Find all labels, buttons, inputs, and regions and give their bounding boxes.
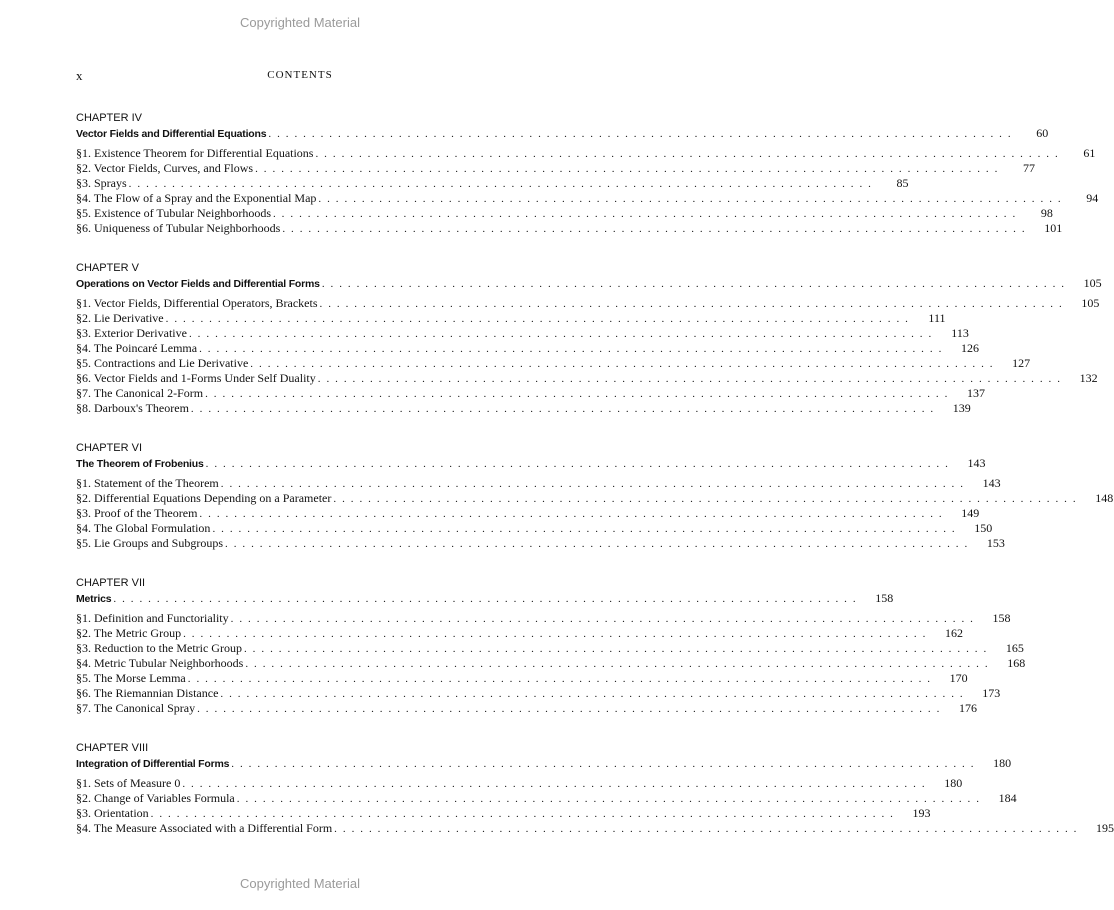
dot-leader: . . . . . . . . . . . . . . . . . . . . . . . . . . . . . . . . . . . . . . . . . . . . . . . . . . . . . . . . . . . . . . . . . . . . . . . . . . . . . . . . . . . . . .	[321, 278, 1066, 290]
section-entry	[76, 821, 1114, 836]
dot-leader: . . . . . . . . . . . . . . . . . . . . . . . . . . . . . . . . . . . . . . . . . . . . . . . . . . . . . . . . . . . . . . . . . . . . . . . . . . . . . . . . . . . . . .	[113, 593, 858, 605]
page-title: CONTENTS	[267, 69, 333, 81]
section-entry-text: §4. The Flow of a Spray and the Exponential Map	[76, 191, 317, 205]
section-entry-page: 193	[912, 806, 931, 820]
dot-leader: . . . . . . . . . . . . . . . . . . . . . . . . . . . . . . . . . . . . . . . . . . . . . . . . . . . . . . . . . . . . . . . . . . . . . . . . . . . . . . . . . . . . . .	[220, 688, 965, 700]
section-entry-page: 184	[998, 791, 1017, 805]
section-entry-text: §3. Orientation	[76, 806, 149, 820]
running-head	[76, 68, 524, 84]
chapter-label: CHAPTER IV	[76, 112, 143, 124]
chapter-title-text: The Theorem of Frobenius	[76, 458, 204, 470]
dot-leader: . . . . . . . . . . . . . . . . . . . . . . . . . . . . . . . . . . . . . . . . . . . . . . . . . . . . . . . . . . . . . . . . . . . . . . . . . . . . . . . . . . . . . .	[150, 808, 895, 820]
dot-leader: . . . . . . . . . . . . . . . . . . . . . . . . . . . . . . . . . . . . . . . . . . . . . . . . . . . . . . . . . . . . . . . . . . . . . . . . . . . . . . . . . . . . . .	[199, 508, 944, 520]
section-entry-page: 61	[1083, 146, 1096, 160]
chapter-title	[76, 276, 1102, 291]
dot-leader: . . . . . . . . . . . . . . . . . . . . . . . . . . . . . . . . . . . . . . . . . . . . . . . . . . . . . . . . . . . . . . . . . . . . . . . . . . . . . . . . . . . . . .	[225, 538, 969, 550]
section-entry	[76, 611, 1011, 626]
dot-leader: . . . . . . . . . . . . . . . . . . . . . . . . . . . . . . . . . . . . . . . . . . . . . . . . . . . . . . . . . . . . . . . . . . . . . . . . . . . . . . . . . . . . . .	[315, 148, 1060, 160]
section-entry-page: 176	[958, 701, 977, 715]
watermark-bottom: Copyrighted Material	[240, 876, 360, 891]
section-entry	[76, 686, 1001, 701]
section-entry-page: 165	[1005, 641, 1024, 655]
section-entry	[76, 521, 993, 536]
section-entry-page: 85	[896, 176, 909, 190]
section-entry	[76, 401, 971, 416]
chapter-title-page: 105	[1083, 276, 1102, 290]
section-entry-text: §2. Lie Derivative	[76, 311, 164, 325]
section-entry	[76, 491, 1114, 506]
section-entry-text: §5. The Morse Lemma	[76, 671, 186, 685]
section-entry-text: §2. Change of Variables Formula	[76, 791, 235, 805]
dot-leader: . . . . . . . . . . . . . . . . . . . . . . . . . . . . . . . . . . . . . . . . . . . . . . . . . . . . . . . . . . . . . . . . . . . . . . . . . . . . . . . . . . . . . .	[205, 458, 950, 470]
chapter-label: CHAPTER VI	[76, 442, 143, 454]
dot-leader: . . . . . . . . . . . . . . . . . . . . . . . . . . . . . . . . . . . . . . . . . . . . . . . . . . . . . . . . . . . . . . . . . . . . . . . . . . . . . . . . . . . . . .	[250, 358, 995, 370]
section-entry	[76, 221, 1063, 236]
chapter-block	[76, 740, 1114, 836]
dot-leader: . . . . . . . . . . . . . . . . . . . . . . . . . . . . . . . . . . . . . . . . . . . . . . . . . . . . . . . . . . . . . . . . . . . . . . . . . . . . . . . . . . . . . .	[243, 643, 988, 655]
section-entry	[76, 206, 1053, 221]
section-entry-text: §4. Metric Tubular Neighborhoods	[76, 656, 244, 670]
dot-leader: . . . . . . . . . . . . . . . . . . . . . . . . . . . . . . . . . . . . . . . . . . . . . . . . . . . . . . . . . . . . . . . . . . . . . . . . . . . . . . . . . . . . . .	[182, 778, 927, 790]
chapter-block	[76, 440, 1114, 551]
section-entry-text: §3. Reduction to the Metric Group	[76, 641, 242, 655]
dot-leader: . . . . . . . . . . . . . . . . . . . . . . . . . . . . . . . . . . . . . . . . . . . . . . . . . . . . . . . . . . . . . . . . . . . . . . . . . . . . . . . . . . . . . .	[333, 493, 1078, 505]
dot-leader: . . . . . . . . . . . . . . . . . . . . . . . . . . . . . . . . . . . . . . . . . . . . . . . . . . . . . . . . . . . . . . . . . . . . . . . . . . . . . . . . . . . . . .	[183, 628, 927, 640]
chapter-title	[76, 456, 986, 471]
chapter-title	[76, 756, 1012, 771]
section-entry-page: 77	[1022, 161, 1035, 175]
section-entry-text: §6. Vector Fields and 1-Forms Under Self Duality	[76, 371, 316, 385]
section-entry-text: §7. The Canonical 2-Form	[76, 386, 204, 400]
section-entry	[76, 341, 979, 356]
section-entry-page: 149	[961, 506, 980, 520]
chapter-label: CHAPTER V	[76, 262, 139, 274]
section-entry-text: §7. The Canonical Spray	[76, 701, 196, 715]
dot-leader: . . . . . . . . . . . . . . . . . . . . . . . . . . . . . . . . . . . . . . . . . . . . . . . . . . . . . . . . . . . . . . . . . . . . . . . . . . . . . . . . . . . . . .	[231, 758, 976, 770]
dot-leader: . . . . . . . . . . . . . . . . . . . . . . . . . . . . . . . . . . . . . . . . . . . . . . . . . . . . . . . . . . . . . . . . . . . . . . . . . . . . . . . . . . . . . .	[187, 673, 932, 685]
chapter-title-page: 60	[1036, 126, 1049, 140]
dot-leader: . . . . . . . . . . . . . . . . . . . . . . . . . . . . . . . . . . . . . . . . . . . . . . . . . . . . . . . . . . . . . . . . . . . . . . . . . . . . . . . . . . . . . .	[165, 313, 910, 325]
section-entry-page: 158	[992, 611, 1011, 625]
chapter-block	[76, 110, 1099, 236]
dot-leader: . . . . . . . . . . . . . . . . . . . . . . . . . . . . . . . . . . . . . . . . . . . . . . . . . . . . . . . . . . . . . . . . . . . . . . . . . . . . . . . . . . . . . .	[236, 793, 981, 805]
section-entry-text: §2. The Metric Group	[76, 626, 182, 640]
section-entry-text: §5. Contractions and Lie Derivative	[76, 356, 249, 370]
section-entry	[76, 176, 909, 191]
chapter-title-page: 158	[875, 591, 894, 605]
section-entry	[76, 161, 1035, 176]
section-entry-text: §4. The Global Formulation	[76, 521, 211, 535]
dot-leader: . . . . . . . . . . . . . . . . . . . . . . . . . . . . . . . . . . . . . . . . . . . . . . . . . . . . . . . . . . . . . . . . . . . . . . . . . . . . . . . . . . . . . .	[205, 388, 949, 400]
section-entry-text: §2. Vector Fields, Curves, and Flows	[76, 161, 254, 175]
section-entry-text: §3. Proof of the Theorem	[76, 506, 198, 520]
watermark-top: Copyrighted Material	[240, 15, 360, 30]
section-entry	[76, 776, 963, 791]
section-entry-text: §6. The Riemannian Distance	[76, 686, 219, 700]
section-entry-page: 126	[960, 341, 979, 355]
section-entry-page: 137	[966, 386, 985, 400]
dot-leader: . . . . . . . . . . . . . . . . . . . . . . . . . . . . . . . . . . . . . . . . . . . . . . . . . . . . . . . . . . . . . . . . . . . . . . . . . . . . . . . . . . . . . .	[212, 523, 957, 535]
dot-leader: . . . . . . . . . . . . . . . . . . . . . . . . . . . . . . . . . . . . . . . . . . . . . . . . . . . . . . . . . . . . . . . . . . . . . . . . . . . . . . . . . . . . . .	[272, 208, 1017, 220]
dot-leader: . . . . . . . . . . . . . . . . . . . . . . . . . . . . . . . . . . . . . . . . . . . . . . . . . . . . . . . . . . . . . . . . . . . . . . . . . . . . . . . . . . . . . .	[319, 298, 1064, 310]
section-entry	[76, 311, 946, 326]
section-entry-text: §1. Sets of Measure 0	[76, 776, 181, 790]
dot-leader: . . . . . . . . . . . . . . . . . . . . . . . . . . . . . . . . . . . . . . . . . . . . . . . . . . . . . . . . . . . . . . . . . . . . . . . . . . . . . . . . . . . . . .	[318, 193, 1063, 205]
section-entry	[76, 371, 1098, 386]
section-entry	[76, 791, 1017, 806]
dot-leader: . . . . . . . . . . . . . . . . . . . . . . . . . . . . . . . . . . . . . . . . . . . . . . . . . . . . . . . . . . . . . . . . . . . . . . . . . . . . . . . . . . . . . .	[334, 823, 1079, 835]
dot-leader: . . . . . . . . . . . . . . . . . . . . . . . . . . . . . . . . . . . . . . . . . . . . . . . . . . . . . . . . . . . . . . . . . . . . . . . . . . . . . . . . . . . . . .	[190, 403, 935, 415]
section-entry-text: §1. Vector Fields, Differential Operators, Brackets	[76, 296, 318, 310]
section-entry	[76, 806, 931, 821]
chapter-title	[76, 591, 894, 606]
section-entry-text: §3. Exterior Derivative	[76, 326, 187, 340]
chapter-title-text: Metrics	[76, 593, 112, 605]
table-of-contents	[76, 110, 1114, 860]
chapter-title-page: 180	[993, 756, 1012, 770]
section-entry	[76, 671, 968, 686]
section-entry-page: 195	[1096, 821, 1114, 835]
section-entry	[76, 146, 1096, 161]
section-entry	[76, 476, 1001, 491]
section-entry	[76, 386, 985, 401]
section-entry	[76, 356, 1031, 371]
section-entry-text: §8. Darboux's Theorem	[76, 401, 189, 415]
chapter-title-text: Integration of Differential Forms	[76, 758, 230, 770]
section-entry	[76, 626, 963, 641]
dot-leader: . . . . . . . . . . . . . . . . . . . . . . . . . . . . . . . . . . . . . . . . . . . . . . . . . . . . . . . . . . . . . . . . . . . . . . . . . . . . . . . . . . . . . .	[220, 478, 965, 490]
chapter-title-text: Vector Fields and Differential Equations	[76, 128, 267, 140]
chapter-block	[76, 260, 1102, 416]
section-entry-text: §1. Existence Theorem for Differential Equations	[76, 146, 314, 160]
section-entry-text: §5. Existence of Tubular Neighborhoods	[76, 206, 271, 220]
section-entry-text: §3. Sprays	[76, 176, 127, 190]
section-entry-text: §4. The Measure Associated with a Differential Form	[76, 821, 333, 835]
chapter-label: CHAPTER VIII	[76, 742, 149, 754]
chapter-title-page: 143	[967, 456, 986, 470]
section-entry-page: 127	[1012, 356, 1031, 370]
section-entry-page: 170	[949, 671, 968, 685]
section-entry	[76, 536, 1005, 551]
section-entry-text: §2. Differential Equations Depending on a Parameter	[76, 491, 332, 505]
chapter-block	[76, 575, 1026, 716]
section-entry-text: §6. Uniqueness of Tubular Neighborhoods	[76, 221, 281, 235]
dot-leader: . . . . . . . . . . . . . . . . . . . . . . . . . . . . . . . . . . . . . . . . . . . . . . . . . . . . . . . . . . . . . . . . . . . . . . . . . . . . . . . . . . . . . .	[245, 658, 990, 670]
dot-leader: . . . . . . . . . . . . . . . . . . . . . . . . . . . . . . . . . . . . . . . . . . . . . . . . . . . . . . . . . . . . . . . . . . . . . . . . . . . . . . . . . . . . . .	[197, 703, 941, 715]
section-entry-page: 105	[1081, 296, 1100, 310]
dot-leader: . . . . . . . . . . . . . . . . . . . . . . . . . . . . . . . . . . . . . . . . . . . . . . . . . . . . . . . . . . . . . . . . . . . . . . . . . . . . . . . . . . . . . .	[317, 373, 1062, 385]
section-entry	[76, 701, 977, 716]
section-entry-page: 101	[1044, 221, 1063, 235]
page-number: x	[76, 68, 83, 83]
section-entry-page: 113	[951, 326, 969, 340]
section-entry	[76, 506, 980, 521]
dot-leader: . . . . . . . . . . . . . . . . . . . . . . . . . . . . . . . . . . . . . . . . . . . . . . . . . . . . . . . . . . . . . . . . . . . . . . . . . . . . . . . . . . . . . .	[268, 128, 1013, 140]
dot-leader: . . . . . . . . . . . . . . . . . . . . . . . . . . . . . . . . . . . . . . . . . . . . . . . . . . . . . . . . . . . . . . . . . . . . . . . . . . . . . . . . . . . . . .	[230, 613, 975, 625]
section-entry-page: 132	[1079, 371, 1098, 385]
chapter-title-text: Operations on Vector Fields and Differential Forms	[76, 278, 320, 290]
section-entry-page: 150	[974, 521, 993, 535]
dot-leader: . . . . . . . . . . . . . . . . . . . . . . . . . . . . . . . . . . . . . . . . . . . . . . . . . . . . . . . . . . . . . . . . . . . . . . . . . . . . . . . . . . . . . .	[188, 328, 933, 340]
section-entry-page: 180	[944, 776, 963, 790]
section-entry	[76, 641, 1024, 656]
section-entry	[76, 326, 969, 341]
section-entry-text: §5. Lie Groups and Subgroups	[76, 536, 223, 550]
section-entry-page: 148	[1095, 491, 1114, 505]
dot-leader: . . . . . . . . . . . . . . . . . . . . . . . . . . . . . . . . . . . . . . . . . . . . . . . . . . . . . . . . . . . . . . . . . . . . . . . . . . . . . . . . . . . . . .	[199, 343, 943, 355]
section-entry-text: §4. The Poincaré Lemma	[76, 341, 198, 355]
dot-leader: . . . . . . . . . . . . . . . . . . . . . . . . . . . . . . . . . . . . . . . . . . . . . . . . . . . . . . . . . . . . . . . . . . . . . . . . . . . . . . . . . . . . . .	[282, 223, 1027, 235]
section-entry-page: 153	[986, 536, 1005, 550]
dot-leader: . . . . . . . . . . . . . . . . . . . . . . . . . . . . . . . . . . . . . . . . . . . . . . . . . . . . . . . . . . . . . . . . . . . . . . . . . . . . . . . . . . . . . .	[255, 163, 999, 175]
section-entry-text: §1. Definition and Functoriality	[76, 611, 229, 625]
section-entry-page: 168	[1007, 656, 1026, 670]
dot-leader: . . . . . . . . . . . . . . . . . . . . . . . . . . . . . . . . . . . . . . . . . . . . . . . . . . . . . . . . . . . . . . . . . . . . . . . . . . . . . . . . . . . . . .	[128, 178, 873, 190]
section-entry-page: 173	[982, 686, 1001, 700]
section-entry-text: §1. Statement of the Theorem	[76, 476, 219, 490]
section-entry	[76, 191, 1099, 206]
section-entry	[76, 296, 1100, 311]
section-entry	[76, 656, 1026, 671]
section-entry-page: 111	[928, 311, 946, 325]
section-entry-page: 94	[1086, 191, 1099, 205]
chapter-label: CHAPTER VII	[76, 577, 146, 589]
section-entry-page: 98	[1040, 206, 1053, 220]
section-entry-page: 143	[982, 476, 1001, 490]
section-entry-page: 139	[952, 401, 971, 415]
section-entry-page: 162	[944, 626, 963, 640]
chapter-title	[76, 126, 1049, 141]
